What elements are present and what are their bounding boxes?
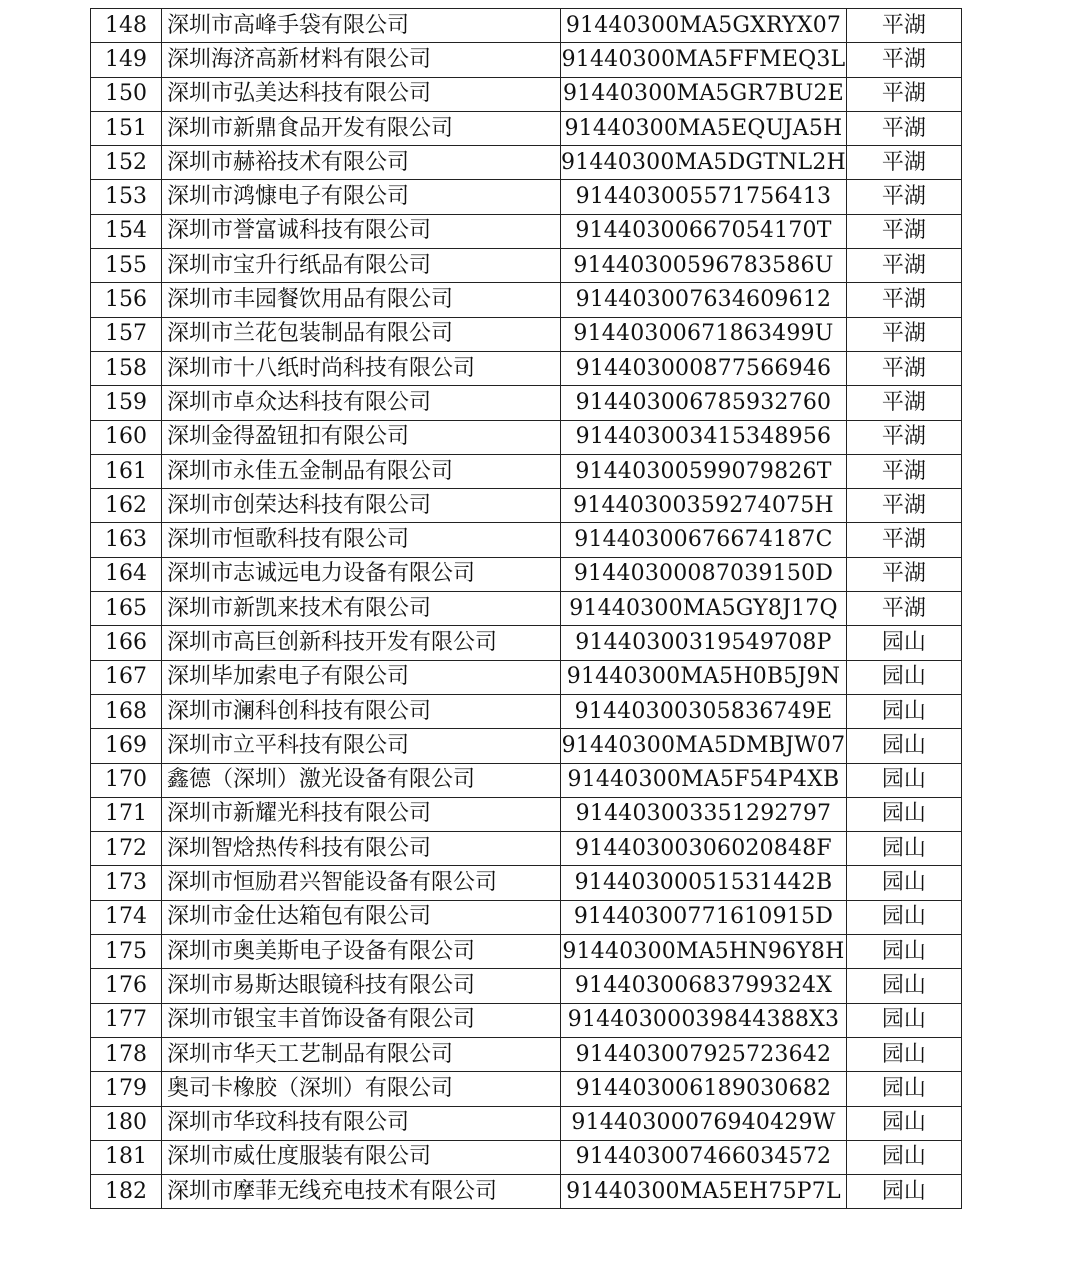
- company-name-cell: 深圳市恒歌科技有限公司: [162, 523, 561, 557]
- row-index-cell: 159: [91, 386, 162, 420]
- company-name-cell: 深圳市新耀光科技有限公司: [162, 797, 561, 831]
- company-name-cell: 深圳市威仕度服装有限公司: [162, 1140, 561, 1174]
- district-cell: 平湖: [846, 454, 961, 488]
- company-name-cell: 深圳市志诚远电力设备有限公司: [162, 557, 561, 591]
- credit-code-cell: 91440300305836749E: [561, 694, 847, 728]
- row-index-cell: 153: [91, 180, 162, 214]
- row-index-cell: 172: [91, 832, 162, 866]
- district-cell: 平湖: [846, 489, 961, 523]
- row-index-cell: 156: [91, 283, 162, 317]
- credit-code-cell: 91440300076940429W: [561, 1106, 847, 1140]
- row-index-cell: 176: [91, 969, 162, 1003]
- company-name-cell: 深圳市华天工艺制品有限公司: [162, 1037, 561, 1071]
- company-name-cell: 深圳市易斯达眼镜科技有限公司: [162, 969, 561, 1003]
- credit-code-cell: 91440300MA5HN96Y8H: [561, 935, 847, 969]
- district-cell: 园山: [846, 797, 961, 831]
- credit-code-cell: 91440300596783586U: [561, 249, 847, 283]
- district-cell: 园山: [846, 969, 961, 1003]
- credit-code-cell: 91440300MA5FFMEQ3L: [561, 43, 847, 77]
- credit-code-cell: 914403003415348956: [561, 420, 847, 454]
- row-index-cell: 149: [91, 43, 162, 77]
- credit-code-cell: 91440300MA5DMBJW07: [561, 729, 847, 763]
- row-index-cell: 167: [91, 660, 162, 694]
- company-name-cell: 奥司卡橡胶（深圳）有限公司: [162, 1072, 561, 1106]
- credit-code-cell: 91440300MA5GXRYX07: [561, 9, 847, 43]
- district-cell: 平湖: [846, 9, 961, 43]
- table-row: [91, 283, 962, 317]
- district-cell: 园山: [846, 1072, 961, 1106]
- table-row: [91, 729, 962, 763]
- table-row: [91, 420, 962, 454]
- credit-code-cell: 914403007925723642: [561, 1037, 847, 1071]
- company-name-cell: 深圳市永佳五金制品有限公司: [162, 454, 561, 488]
- credit-code-cell: 91440300087039150D: [561, 557, 847, 591]
- company-name-cell: 深圳市赫裕技术有限公司: [162, 146, 561, 180]
- row-index-cell: 155: [91, 249, 162, 283]
- company-name-cell: 深圳市丰园餐饮用品有限公司: [162, 283, 561, 317]
- table-row: [91, 1175, 962, 1209]
- company-name-cell: 深圳海济高新材料有限公司: [162, 43, 561, 77]
- row-index-cell: 180: [91, 1106, 162, 1140]
- district-cell: 平湖: [846, 146, 961, 180]
- row-index-cell: 148: [91, 9, 162, 43]
- district-cell: 园山: [846, 1175, 961, 1209]
- district-cell: 园山: [846, 866, 961, 900]
- row-index-cell: 151: [91, 111, 162, 145]
- table-row: [91, 763, 962, 797]
- row-index-cell: 179: [91, 1072, 162, 1106]
- district-cell: 园山: [846, 1037, 961, 1071]
- company-name-cell: 深圳市高巨创新科技开发有限公司: [162, 626, 561, 660]
- district-cell: 园山: [846, 1003, 961, 1037]
- district-cell: 园山: [846, 763, 961, 797]
- credit-code-cell: 91440300771610915D: [561, 900, 847, 934]
- district-cell: 平湖: [846, 523, 961, 557]
- company-name-cell: 深圳市卓众达科技有限公司: [162, 386, 561, 420]
- credit-code-cell: 91440300MA5EH75P7L: [561, 1175, 847, 1209]
- row-index-cell: 162: [91, 489, 162, 523]
- table-row: [91, 454, 962, 488]
- credit-code-cell: 91440300039844388X3: [561, 1003, 847, 1037]
- row-index-cell: 163: [91, 523, 162, 557]
- row-index-cell: 165: [91, 592, 162, 626]
- row-index-cell: 166: [91, 626, 162, 660]
- district-cell: 平湖: [846, 351, 961, 385]
- row-index-cell: 175: [91, 935, 162, 969]
- company-name-cell: 深圳市创荣达科技有限公司: [162, 489, 561, 523]
- table-row: [91, 592, 962, 626]
- district-cell: 园山: [846, 1106, 961, 1140]
- company-name-cell: 深圳市誉富诚科技有限公司: [162, 214, 561, 248]
- company-name-cell: 深圳市恒励君兴智能设备有限公司: [162, 866, 561, 900]
- row-index-cell: 181: [91, 1140, 162, 1174]
- table-row: [91, 797, 962, 831]
- row-index-cell: 164: [91, 557, 162, 591]
- table-row: [91, 900, 962, 934]
- company-name-cell: 鑫德（深圳）激光设备有限公司: [162, 763, 561, 797]
- table-row: [91, 660, 962, 694]
- table-row: [91, 386, 962, 420]
- company-name-cell: 深圳市澜科创科技有限公司: [162, 694, 561, 728]
- credit-code-cell: 914403006189030682: [561, 1072, 847, 1106]
- district-cell: 园山: [846, 694, 961, 728]
- row-index-cell: 150: [91, 77, 162, 111]
- credit-code-cell: 914403000877566946: [561, 351, 847, 385]
- company-name-cell: 深圳市银宝丰首饰设备有限公司: [162, 1003, 561, 1037]
- row-index-cell: 154: [91, 214, 162, 248]
- company-name-cell: 深圳市奥美斯电子设备有限公司: [162, 935, 561, 969]
- credit-code-cell: 91440300667054170T: [561, 214, 847, 248]
- credit-code-cell: 914403003351292797: [561, 797, 847, 831]
- table-row: [91, 832, 962, 866]
- credit-code-cell: 91440300MA5H0B5J9N: [561, 660, 847, 694]
- row-index-cell: 173: [91, 866, 162, 900]
- credit-code-cell: 91440300319549708P: [561, 626, 847, 660]
- district-cell: 平湖: [846, 249, 961, 283]
- company-name-cell: 深圳市鸿慷电子有限公司: [162, 180, 561, 214]
- table-row: [91, 351, 962, 385]
- table-row: [91, 1106, 962, 1140]
- table-row: [91, 111, 962, 145]
- district-cell: 平湖: [846, 77, 961, 111]
- company-name-cell: 深圳市十八纸时尚科技有限公司: [162, 351, 561, 385]
- row-index-cell: 170: [91, 763, 162, 797]
- district-cell: 平湖: [846, 43, 961, 77]
- row-index-cell: 160: [91, 420, 162, 454]
- credit-code-cell: 91440300676674187C: [561, 523, 847, 557]
- row-index-cell: 158: [91, 351, 162, 385]
- district-cell: 园山: [846, 660, 961, 694]
- district-cell: 平湖: [846, 111, 961, 145]
- company-name-cell: 深圳市华玟科技有限公司: [162, 1106, 561, 1140]
- table-row: [91, 77, 962, 111]
- table-row: [91, 626, 962, 660]
- table-row: [91, 489, 962, 523]
- row-index-cell: 157: [91, 317, 162, 351]
- district-cell: 园山: [846, 832, 961, 866]
- table-row: [91, 1140, 962, 1174]
- table-row: [91, 694, 962, 728]
- row-index-cell: 169: [91, 729, 162, 763]
- company-name-cell: 深圳智焓热传科技有限公司: [162, 832, 561, 866]
- row-index-cell: 161: [91, 454, 162, 488]
- table-row: [91, 249, 962, 283]
- row-index-cell: 182: [91, 1175, 162, 1209]
- table-row: [91, 866, 962, 900]
- row-index-cell: 168: [91, 694, 162, 728]
- company-name-cell: 深圳毕加索电子有限公司: [162, 660, 561, 694]
- company-name-cell: 深圳市摩菲无线充电技术有限公司: [162, 1175, 561, 1209]
- table-row: [91, 1003, 962, 1037]
- company-list-table: [90, 8, 962, 1209]
- row-index-cell: 174: [91, 900, 162, 934]
- row-index-cell: 152: [91, 146, 162, 180]
- table-row: [91, 557, 962, 591]
- credit-code-cell: 91440300599079826T: [561, 454, 847, 488]
- company-name-cell: 深圳市新鼎食品开发有限公司: [162, 111, 561, 145]
- company-name-cell: 深圳市新凯来技术有限公司: [162, 592, 561, 626]
- credit-code-cell: 91440300MA5GY8J17Q: [561, 592, 847, 626]
- credit-code-cell: 91440300MA5GR7BU2E: [561, 77, 847, 111]
- district-cell: 园山: [846, 900, 961, 934]
- credit-code-cell: 91440300306020848F: [561, 832, 847, 866]
- district-cell: 园山: [846, 626, 961, 660]
- district-cell: 平湖: [846, 283, 961, 317]
- district-cell: 平湖: [846, 557, 961, 591]
- district-cell: 园山: [846, 935, 961, 969]
- credit-code-cell: 91440300359274075H: [561, 489, 847, 523]
- credit-code-cell: 914403006785932760: [561, 386, 847, 420]
- table-row: [91, 43, 962, 77]
- credit-code-cell: 91440300MA5EQUJA5H: [561, 111, 847, 145]
- company-name-cell: 深圳市兰花包装制品有限公司: [162, 317, 561, 351]
- table-row: [91, 935, 962, 969]
- company-name-cell: 深圳市立平科技有限公司: [162, 729, 561, 763]
- company-name-cell: 深圳市宝升行纸品有限公司: [162, 249, 561, 283]
- district-cell: 平湖: [846, 317, 961, 351]
- district-cell: 园山: [846, 1140, 961, 1174]
- row-index-cell: 178: [91, 1037, 162, 1071]
- row-index-cell: 177: [91, 1003, 162, 1037]
- table-row: [91, 146, 962, 180]
- credit-code-cell: 91440300MA5F54P4XB: [561, 763, 847, 797]
- company-name-cell: 深圳市弘美达科技有限公司: [162, 77, 561, 111]
- row-index-cell: 171: [91, 797, 162, 831]
- district-cell: 平湖: [846, 386, 961, 420]
- company-name-cell: 深圳金得盈钮扣有限公司: [162, 420, 561, 454]
- district-cell: 园山: [846, 729, 961, 763]
- credit-code-cell: 91440300683799324X: [561, 969, 847, 1003]
- table-row: [91, 214, 962, 248]
- district-cell: 平湖: [846, 214, 961, 248]
- credit-code-cell: 914403005571756413: [561, 180, 847, 214]
- table-row: [91, 317, 962, 351]
- credit-code-cell: 914403007634609612: [561, 283, 847, 317]
- company-name-cell: 深圳市高峰手袋有限公司: [162, 9, 561, 43]
- district-cell: 平湖: [846, 180, 961, 214]
- table-row: [91, 180, 962, 214]
- company-name-cell: 深圳市金仕达箱包有限公司: [162, 900, 561, 934]
- table-row: [91, 1072, 962, 1106]
- credit-code-cell: 91440300051531442B: [561, 866, 847, 900]
- district-cell: 平湖: [846, 420, 961, 454]
- district-cell: 平湖: [846, 592, 961, 626]
- table-row: [91, 9, 962, 43]
- table-row: [91, 969, 962, 1003]
- credit-code-cell: 914403007466034572: [561, 1140, 847, 1174]
- table-row: [91, 1037, 962, 1071]
- table-body: [91, 9, 962, 1209]
- table-row: [91, 523, 962, 557]
- credit-code-cell: 91440300671863499U: [561, 317, 847, 351]
- credit-code-cell: 91440300MA5DGTNL2H: [561, 146, 847, 180]
